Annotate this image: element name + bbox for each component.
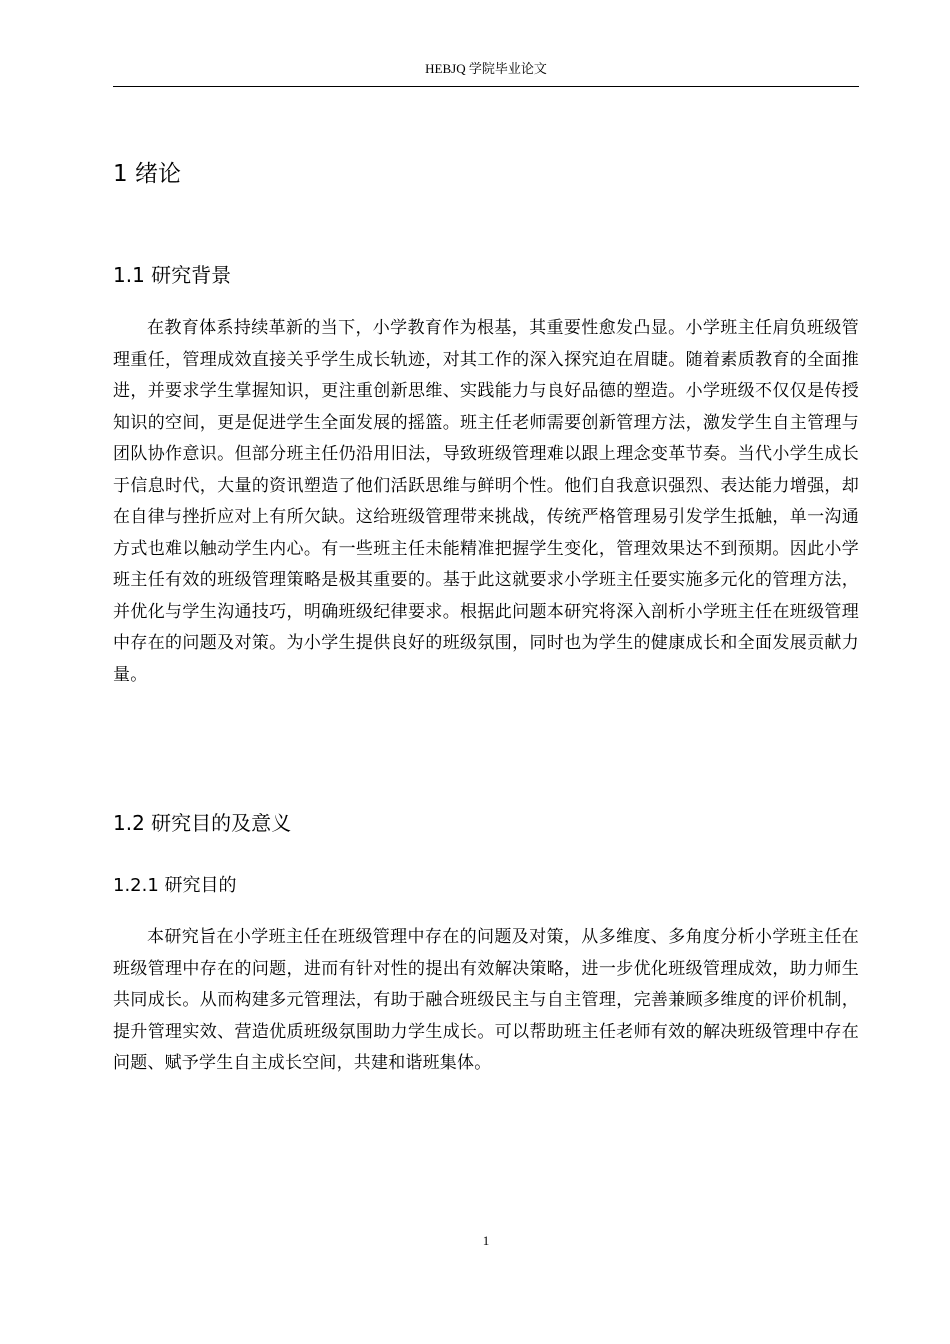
section-heading-1-1: 1.1 研究背景 [113,263,232,287]
chapter-heading: 1 绪论 [113,161,181,187]
subsection-heading-1-2-1: 1.2.1 研究目的 [113,875,237,896]
running-header: HEBJQ 学院毕业论文 [425,61,547,76]
paragraph-research-background: 在教育体系持续革新的当下，小学教育作为根基，其重要性愈发凸显。小学班主任肩负班级管理重任，管理成效直接关乎学生成长轨迹，对其工作的深入探究迫在眉睫。随着素质教育的全面推进，并要求学生掌握知识，更注重创新思维、实践能力与良好品德的塑造。小学班级不仅仅是传授知识的空间，更是促进学生全面发展的摇篮。班主任老师需要创新管理方法，激发学生自主管理与团队协作意识。但部分班主任仍沿用旧法，导致班级管理难以跟上理念变革节奏。当代小学生成长于信息时代，大量的资讯塑造了他们活跃思维与鲜明个性。他们自我意识强烈、表达能力增强，却在自律与挫折应对上有所欠缺。这给班级管理带来挑战，传统严格管理易引发学生抵触，单一沟通方式也难以触动学生内心。有一些班主任未能精准把握学生变化，管理效果达不到预期。因此小学班主任有效的班级管理策略是极其重要的。基于此这就要求小学班主任要实施多元化的管理方法，并优化与学生沟通技巧，明确班级纪律要求。根据此问题本研究将深入剖析小学班主任在班级管理中存在的问题及对策。为小学生提供良好的班级氛围，同时也为学生的健康成长和全面发展贡献力量。 [113,318,859,685]
page-number: 1 [482,1233,490,1248]
header-rule [113,86,859,87]
paragraph-research-purpose: 本研究旨在小学班主任在班级管理中存在的问题及对策，从多维度、多角度分析小学班主任在班级管理中存在的问题，进而有针对性的提出有效解决策略，进一步优化班级管理成效，助力师生共同成长。从而构建多元管理法，有助于融合班级民主与自主管理，完善兼顾多维度的评价机制，提升管理实效、营造优质班级氛围助力学生成长。可以帮助班主任老师有效的解决班级管理中存在问题、赋予学生自主成长空间，共建和谐班集体。 [113,927,859,1073]
section-heading-1-2: 1.2 研究目的及意义 [113,811,292,835]
